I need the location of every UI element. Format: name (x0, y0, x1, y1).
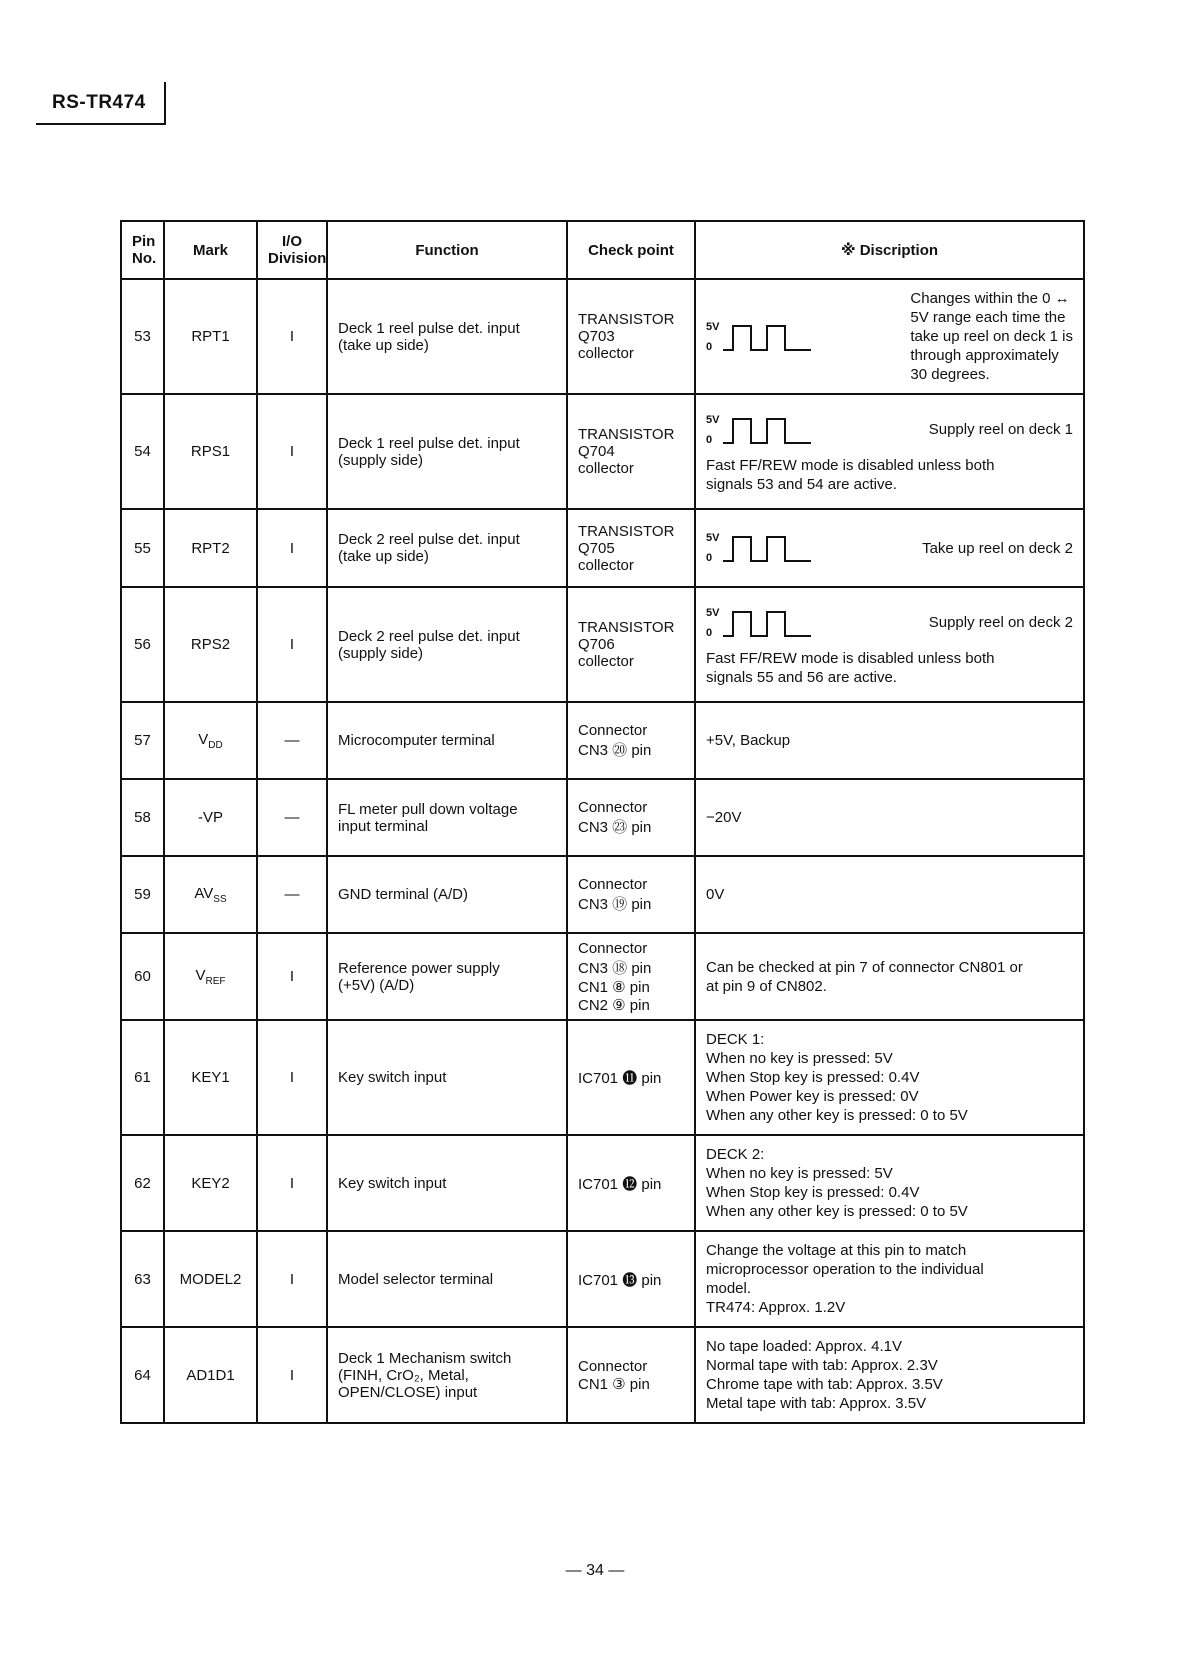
cell-mark: RPS2 (164, 587, 257, 702)
cell-mark: $V_{REF}$ (164, 933, 257, 1020)
cell-description: −20V (695, 779, 1084, 856)
col-pin-no: Pin No. (121, 221, 164, 279)
cell-description: Change the voltage at this pin to match microprocessor operation to the individual model. TR474: Approx. 1.2V (695, 1231, 1084, 1327)
cell-description (695, 587, 1084, 702)
cell-check-point: TRANSISTOR Q705 collector (567, 509, 695, 587)
table-row (121, 856, 1084, 933)
cell-function: Model selector terminal (327, 1231, 567, 1327)
col-description: ※ Discription (695, 221, 1084, 279)
cell-io: I (257, 1020, 327, 1135)
cell-io: I (257, 587, 327, 702)
cell-function: Deck 1 reel pulse det. input (supply side) (327, 394, 567, 509)
table-row (121, 1231, 1084, 1327)
cell-check-point: IC701 ⓬ pin (567, 1135, 695, 1231)
model-title: RS-TR474 (52, 92, 146, 113)
cell-description: DECK 2: When no key is pressed: 5V When Stop key is pressed: 0.4V When any other key is pressed: 0 to 5V (695, 1135, 1084, 1231)
cell-io: — (257, 856, 327, 933)
table-row (121, 394, 1084, 509)
cell-io: I (257, 1231, 327, 1327)
table-row (121, 702, 1084, 779)
cell-check-point: IC701 ⓭ pin (567, 1231, 695, 1327)
cell-function: Deck 1 reel pulse det. input (take up side) (327, 279, 567, 394)
pin-function-table (120, 220, 1085, 1424)
cell-io: I (257, 509, 327, 587)
pulse-waveform-icon: 5V 0 (706, 317, 813, 357)
pulse-waveform-icon: 5V 0 (706, 410, 813, 450)
cell-io: — (257, 779, 327, 856)
cell-pin: 63 (121, 1231, 164, 1327)
cell-mark: RPT2 (164, 509, 257, 587)
cell-mark: MODEL2 (164, 1231, 257, 1327)
cell-description (695, 509, 1084, 587)
cell-io: I (257, 1327, 327, 1423)
cell-mark: KEY2 (164, 1135, 257, 1231)
cell-pin: 61 (121, 1020, 164, 1135)
cell-pin: 57 (121, 702, 164, 779)
cell-pin: 58 (121, 779, 164, 856)
cell-function: Deck 2 reel pulse det. input (take up side) (327, 509, 567, 587)
waveform-note: Fast FF/REW mode is disabled unless both signals 53 and 54 are active. (706, 456, 995, 493)
cell-pin: 56 (121, 587, 164, 702)
table-row (121, 779, 1084, 856)
cell-mark: $V_{DD}$ (164, 702, 257, 779)
cell-pin: 64 (121, 1327, 164, 1423)
cell-io: — (257, 702, 327, 779)
cell-function: GND terminal (A/D) (327, 856, 567, 933)
cell-function: Deck 1 Mechanism switch (FINH, CrO₂, Metal, OPEN/CLOSE) input (327, 1327, 567, 1423)
cell-function: FL meter pull down voltage input terminal (327, 779, 567, 856)
header-underline (36, 123, 166, 125)
cell-function: Microcomputer terminal (327, 702, 567, 779)
cell-function: Deck 2 reel pulse det. input (supply side) (327, 587, 567, 702)
table-row (121, 1327, 1084, 1423)
cell-mark: -VP (164, 779, 257, 856)
cell-io: I (257, 279, 327, 394)
cell-check-point: Connector CN3 ⑲ pin (567, 856, 695, 933)
waveform-caption: Take up reel on deck 2 (922, 539, 1073, 557)
header-divider (164, 82, 166, 124)
cell-pin: 60 (121, 933, 164, 1020)
cell-mark: $AV_{SS}$ (164, 856, 257, 933)
pulse-waveform-icon: 5V 0 (706, 603, 813, 643)
cell-mark: RPS1 (164, 394, 257, 509)
waveform-caption: Supply reel on deck 2 (928, 614, 1073, 631)
table-row (121, 509, 1084, 587)
cell-mark: RPT1 (164, 279, 257, 394)
cell-check-point: TRANSISTOR Q704 collector (567, 394, 695, 509)
cell-mark: KEY1 (164, 1020, 257, 1135)
cell-io: I (257, 1135, 327, 1231)
cell-check-point: Connector CN3 ⑳ pin (567, 702, 695, 779)
cell-io: I (257, 933, 327, 1020)
table-row (121, 587, 1084, 702)
cell-check-point: TRANSISTOR Q703 collector (567, 279, 695, 394)
cell-pin: 55 (121, 509, 164, 587)
cell-pin: 54 (121, 394, 164, 509)
table-row (121, 279, 1084, 394)
cell-function: Key switch input (327, 1135, 567, 1231)
cell-function: Reference power supply (+5V) (A/D) (327, 933, 567, 1020)
cell-check-point: Connector CN3 ㉓ pin (567, 779, 695, 856)
col-mark: Mark (164, 221, 257, 279)
cell-mark: AD1D1 (164, 1327, 257, 1423)
cell-description (695, 279, 1084, 394)
cell-description: 0V (695, 856, 1084, 933)
table-row (121, 1020, 1084, 1135)
col-check-point: Check point (567, 221, 695, 279)
waveform-caption: Supply reel on deck 1 (928, 421, 1073, 438)
cell-io: I (257, 394, 327, 509)
waveform-caption: Changes within the 0 ↔ 5V range each time the take up reel on deck 1 is through approximately 30 degrees. (910, 290, 1073, 383)
pulse-waveform-icon: 5V 0 (706, 528, 813, 568)
page-number: — 34 — (565, 1562, 625, 1579)
col-io-division: I/O Division (257, 221, 327, 279)
cell-check-point: Connector CN3 ⑱ pin CN1 ⑧ pin CN2 ⑨ pin (567, 933, 695, 1020)
col-function: Function (327, 221, 567, 279)
table-header-row (121, 221, 1084, 279)
cell-description: DECK 1: When no key is pressed: 5V When Stop key is pressed: 0.4V When Power key is pressed: 0V When any other key is pressed: 0 to 5V (695, 1020, 1084, 1135)
cell-function: Key switch input (327, 1020, 567, 1135)
table-row (121, 933, 1084, 1020)
waveform-note: Fast FF/REW mode is disabled unless both signals 55 and 56 are active. (706, 649, 995, 686)
table-row (121, 1135, 1084, 1231)
cell-check-point: IC701 ⓫ pin (567, 1020, 695, 1135)
cell-pin: 62 (121, 1135, 164, 1231)
cell-description: Can be checked at pin 7 of connector CN801 or at pin 9 of CN802. (695, 933, 1084, 1020)
cell-check-point: TRANSISTOR Q706 collector (567, 587, 695, 702)
cell-pin: 53 (121, 279, 164, 394)
cell-description: No tape loaded: Approx. 4.1V Normal tape with tab: Approx. 2.3V Chrome tape with tab: Approx. 3.5V Metal tape with tab: Approx. 3.5V (695, 1327, 1084, 1423)
cell-description: +5V, Backup (695, 702, 1084, 779)
cell-description (695, 394, 1084, 509)
cell-check-point: Connector CN1 ③ pin (567, 1327, 695, 1423)
cell-pin: 59 (121, 856, 164, 933)
